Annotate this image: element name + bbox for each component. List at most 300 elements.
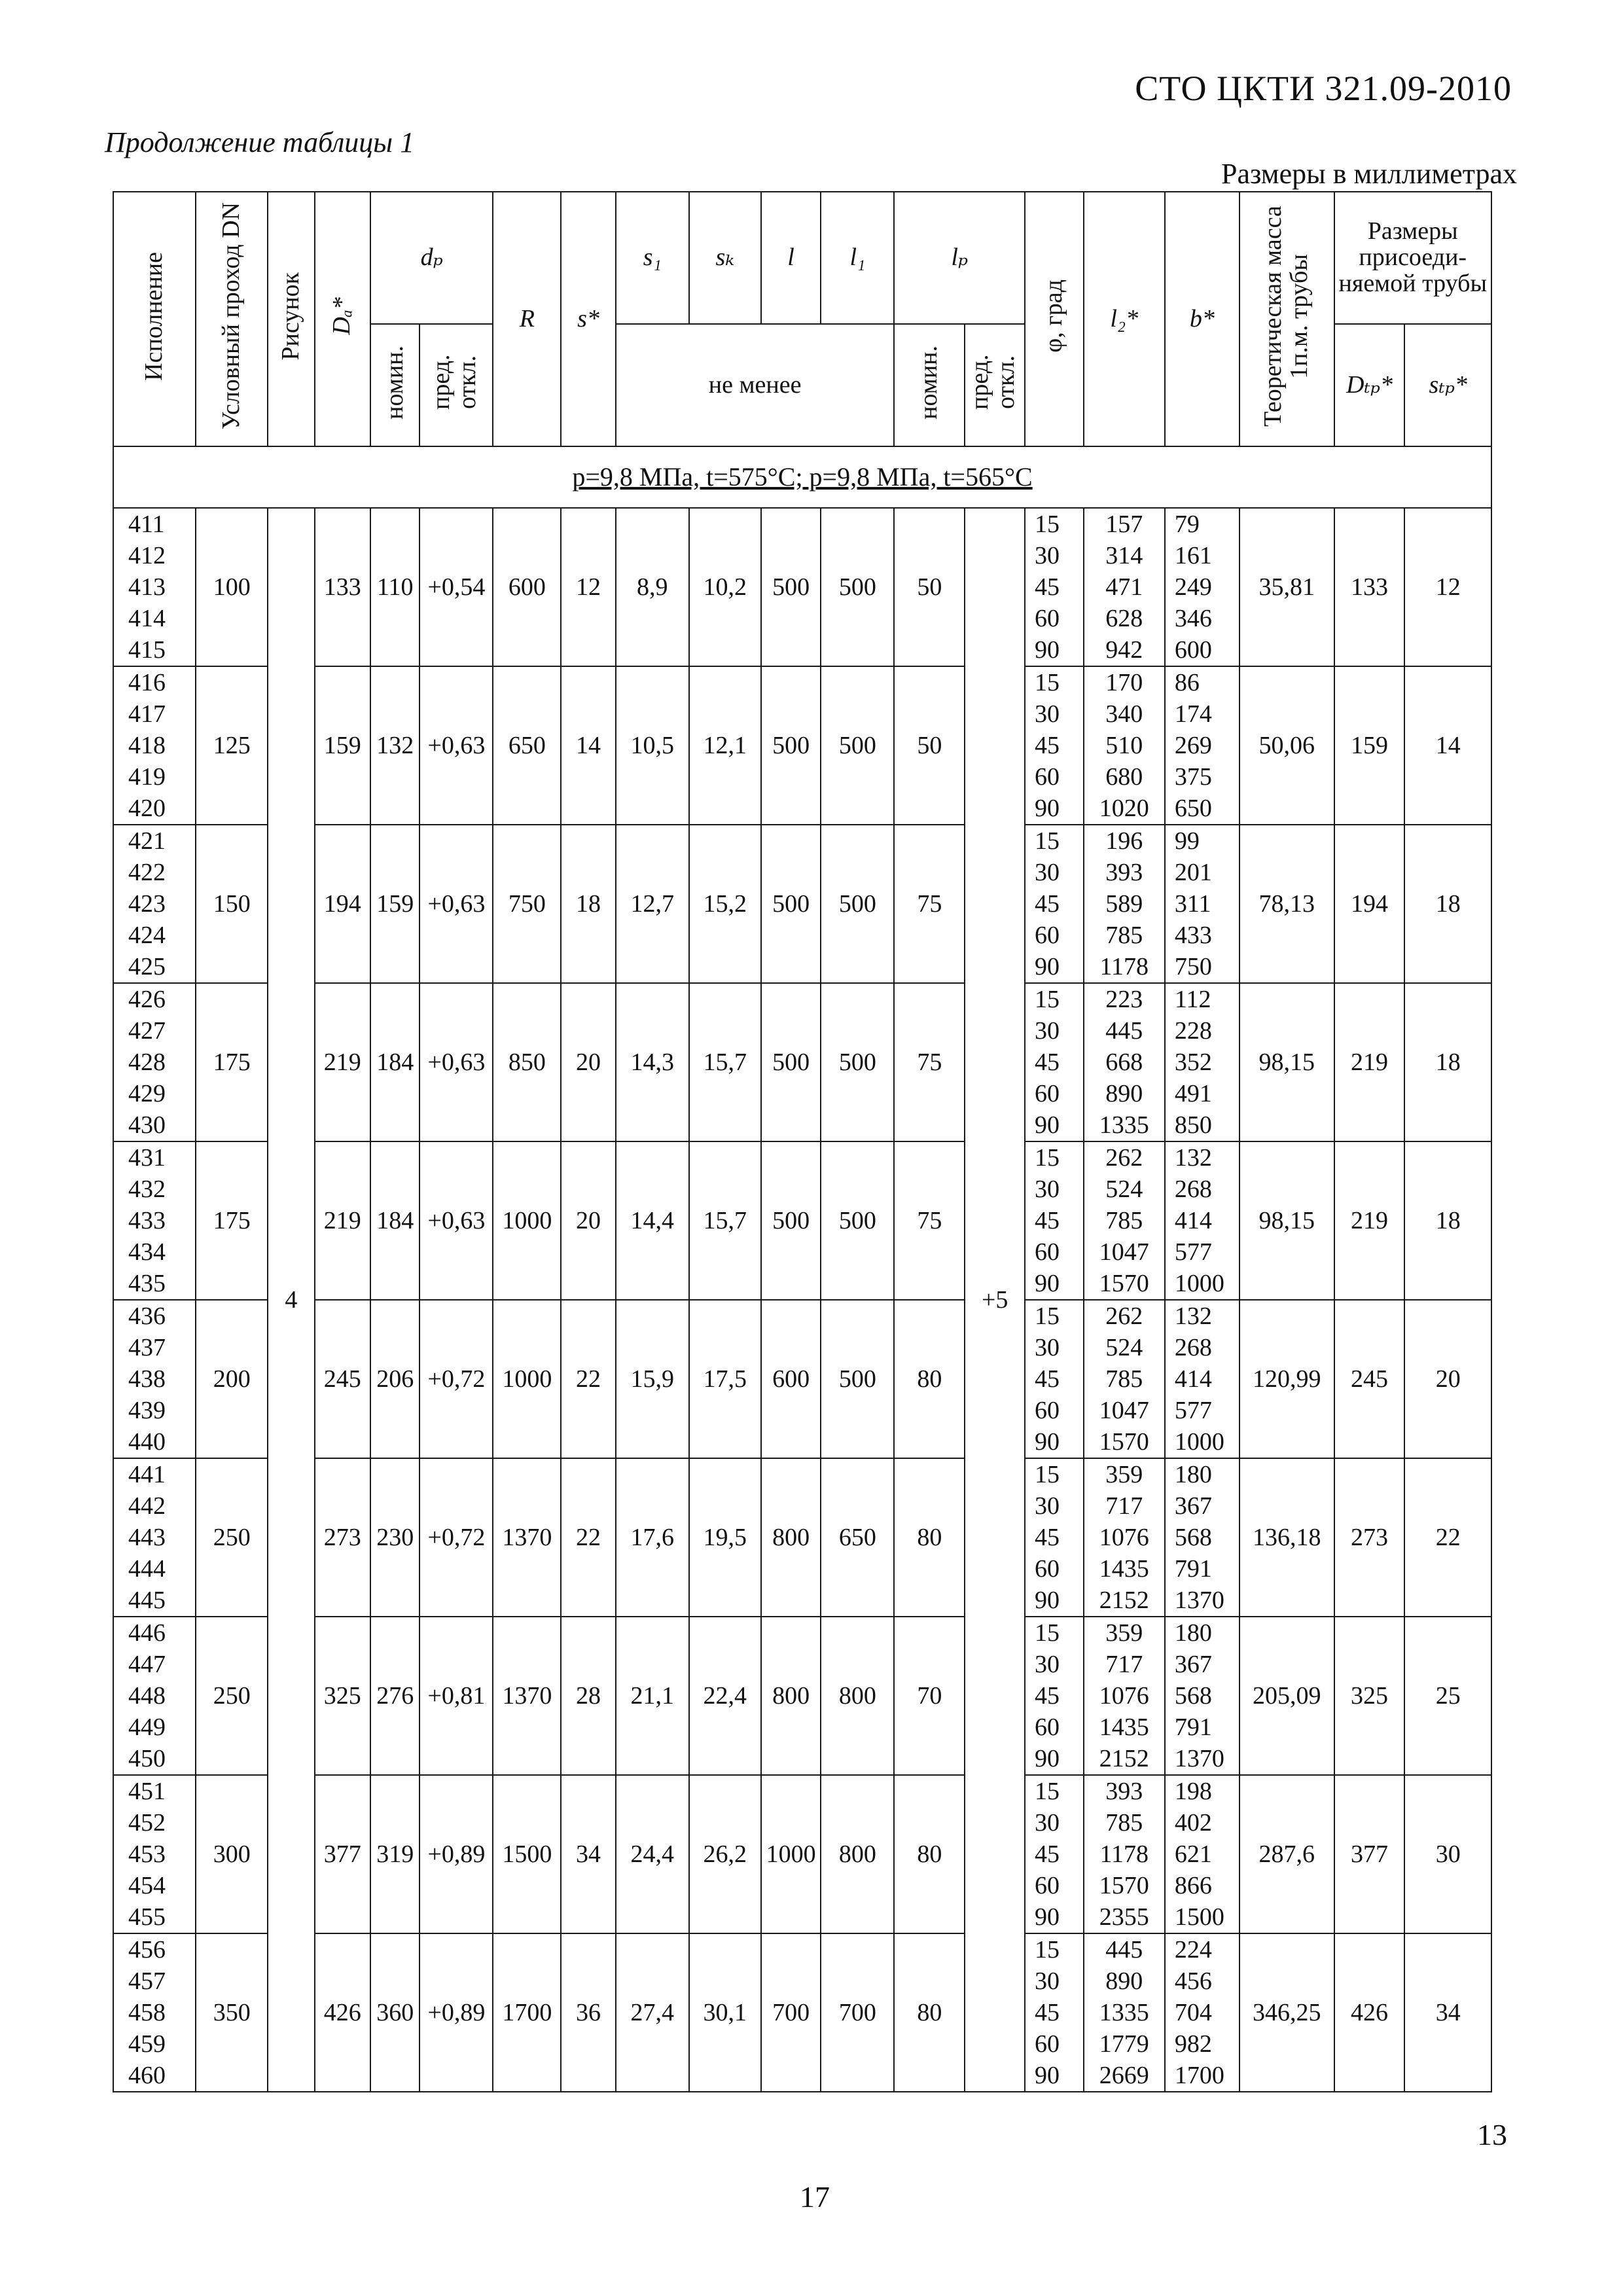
cell-l2: 1779 <box>1084 2028 1165 2060</box>
table-row <box>113 1617 1491 1649</box>
cell-ispolnenie: 459 <box>113 2028 196 2060</box>
cell-phi: 45 <box>1025 1997 1084 2028</box>
cell-b: 1000 <box>1165 1426 1240 1458</box>
operating-conditions: р=9,8 МПа, t=575°C; р=9,8 МПа, t=565°C <box>113 446 1491 508</box>
cell-s1: 24,4 <box>616 1775 689 1933</box>
cell-dp-tol: +0,72 <box>419 1458 493 1617</box>
cell-str: 18 <box>1404 983 1491 1141</box>
cell-b: 491 <box>1165 1078 1240 1109</box>
cell-ispolnenie: 458 <box>113 1997 196 2028</box>
cell-ispolnenie: 457 <box>113 1965 196 1997</box>
cell-phi: 60 <box>1025 603 1084 634</box>
cell-sk: 17,5 <box>689 1300 761 1458</box>
cell-l2: 1047 <box>1084 1236 1165 1268</box>
cell-phi: 45 <box>1025 888 1084 920</box>
cell-l2: 1570 <box>1084 1426 1165 1458</box>
cell-l2: 359 <box>1084 1617 1165 1649</box>
cell-lp-nom: 80 <box>894 1933 965 2092</box>
cell-phi: 60 <box>1025 1870 1084 1901</box>
cell-s1: 10,5 <box>616 666 689 825</box>
cell-l2: 1047 <box>1084 1395 1165 1426</box>
cell-ispolnenie: 444 <box>113 1553 196 1585</box>
cell-dp-nom: 159 <box>370 825 419 983</box>
col-phi: φ, град <box>1025 192 1084 446</box>
cell-l2: 1570 <box>1084 1268 1165 1300</box>
cell-l: 500 <box>761 508 821 666</box>
cell-l2: 717 <box>1084 1649 1165 1680</box>
cell-dp-nom: 360 <box>370 1933 419 2092</box>
cell-ispolnenie: 427 <box>113 1015 196 1047</box>
cell-dn: 300 <box>196 1775 268 1933</box>
cell-l2: 393 <box>1084 857 1165 888</box>
cell-l2: 628 <box>1084 603 1165 634</box>
cell-b: 866 <box>1165 1870 1240 1901</box>
cell-dtr: 159 <box>1334 666 1405 825</box>
cell-l2: 196 <box>1084 825 1165 857</box>
cell-ispolnenie: 412 <box>113 540 196 571</box>
cell-phi: 60 <box>1025 1553 1084 1585</box>
cell-figure: 4 <box>268 508 314 2092</box>
cell-ispolnenie: 451 <box>113 1775 196 1807</box>
cell-l2: 1020 <box>1084 793 1165 825</box>
cell-ispolnenie: 431 <box>113 1141 196 1174</box>
cell-ispolnenie: 446 <box>113 1617 196 1649</box>
cell-b: 174 <box>1165 698 1240 730</box>
cell-b: 704 <box>1165 1997 1240 2028</box>
cell-ispolnenie: 442 <box>113 1490 196 1522</box>
cell-dtr: 426 <box>1334 1933 1405 2092</box>
cell-dp-nom: 110 <box>370 508 419 666</box>
cell-b: 228 <box>1165 1015 1240 1047</box>
col-s1: s₁ <box>616 192 689 324</box>
cell-dp-nom: 184 <box>370 1141 419 1300</box>
cell-phi: 60 <box>1025 920 1084 951</box>
cell-phi: 90 <box>1025 2060 1084 2092</box>
col-l: l <box>761 192 821 324</box>
cell-s1: 8,9 <box>616 508 689 666</box>
cell-l2: 785 <box>1084 1205 1165 1236</box>
cell-sk: 15,7 <box>689 1141 761 1300</box>
cell-mass: 35,81 <box>1240 508 1334 666</box>
table-row <box>113 1141 1491 1174</box>
cell-b: 198 <box>1165 1775 1240 1807</box>
table-row <box>113 1775 1491 1807</box>
cell-s: 22 <box>561 1458 616 1617</box>
cell-l: 500 <box>761 825 821 983</box>
cell-ispolnenie: 419 <box>113 761 196 793</box>
cell-ispolnenie: 437 <box>113 1332 196 1363</box>
cell-b: 414 <box>1165 1205 1240 1236</box>
cell-da: 194 <box>315 825 371 983</box>
cell-l1: 500 <box>821 983 894 1141</box>
cell-sk: 15,7 <box>689 983 761 1141</box>
cell-b: 180 <box>1165 1458 1240 1490</box>
cell-b: 311 <box>1165 888 1240 920</box>
cell-lp-nom: 80 <box>894 1775 965 1933</box>
cell-str: 18 <box>1404 1141 1491 1300</box>
cell-phi: 45 <box>1025 730 1084 761</box>
cell-b: 414 <box>1165 1363 1240 1395</box>
cell-ispolnenie: 447 <box>113 1649 196 1680</box>
cell-dtr: 245 <box>1334 1300 1405 1458</box>
cell-dp-nom: 319 <box>370 1775 419 1933</box>
cell-phi: 30 <box>1025 1649 1084 1680</box>
cell-phi: 45 <box>1025 1680 1084 1712</box>
cell-phi: 90 <box>1025 951 1084 983</box>
cell-lp-nom: 50 <box>894 508 965 666</box>
cell-dp-nom: 132 <box>370 666 419 825</box>
cell-ispolnenie: 428 <box>113 1047 196 1078</box>
cell-l1: 700 <box>821 1933 894 2092</box>
cell-l2: 314 <box>1084 540 1165 571</box>
col-dp-tol: пред. откл. <box>419 324 493 446</box>
cell-l2: 680 <box>1084 761 1165 793</box>
cell-dtr: 273 <box>1334 1458 1405 1617</box>
cell-ispolnenie: 433 <box>113 1205 196 1236</box>
cell-R: 1000 <box>493 1300 561 1458</box>
cell-l2: 524 <box>1084 1332 1165 1363</box>
cell-s1: 14,3 <box>616 983 689 1141</box>
cell-phi: 15 <box>1025 508 1084 540</box>
cell-phi: 30 <box>1025 1490 1084 1522</box>
col-R: R <box>493 192 561 446</box>
col-str: sₜₚ* <box>1404 324 1491 446</box>
cell-l2: 170 <box>1084 666 1165 698</box>
cell-ispolnenie: 416 <box>113 666 196 698</box>
cell-b: 161 <box>1165 540 1240 571</box>
cell-l2: 785 <box>1084 1807 1165 1839</box>
cell-l2: 589 <box>1084 888 1165 920</box>
cell-l2: 223 <box>1084 983 1165 1015</box>
cell-l2: 785 <box>1084 1363 1165 1395</box>
cell-R: 1700 <box>493 1933 561 2092</box>
cell-b: 1700 <box>1165 2060 1240 2092</box>
cell-ispolnenie: 460 <box>113 2060 196 2092</box>
cell-l1: 650 <box>821 1458 894 1617</box>
cell-mass: 78,13 <box>1240 825 1334 983</box>
cell-b: 79 <box>1165 508 1240 540</box>
cell-s: 28 <box>561 1617 616 1775</box>
cell-b: 433 <box>1165 920 1240 951</box>
cell-s: 34 <box>561 1775 616 1933</box>
table-row <box>113 1458 1491 1490</box>
cell-b: 1000 <box>1165 1268 1240 1300</box>
col-not-less: не менее <box>616 324 895 446</box>
cell-dn: 125 <box>196 666 268 825</box>
page-number-right: 13 <box>1477 2118 1507 2151</box>
cell-ispolnenie: 413 <box>113 571 196 603</box>
cell-b: 375 <box>1165 761 1240 793</box>
cell-ispolnenie: 453 <box>113 1839 196 1870</box>
cell-ispolnenie: 456 <box>113 1933 196 1965</box>
cell-l2: 2152 <box>1084 1743 1165 1775</box>
cell-s: 20 <box>561 983 616 1141</box>
cell-ispolnenie: 441 <box>113 1458 196 1490</box>
cell-dp-tol: +0,54 <box>419 508 493 666</box>
col-l2: l₂* <box>1084 192 1165 446</box>
cell-dn: 200 <box>196 1300 268 1458</box>
cell-l1: 800 <box>821 1775 894 1933</box>
col-dp-nom: номин. <box>370 324 419 446</box>
cell-l2: 340 <box>1084 698 1165 730</box>
cell-str: 30 <box>1404 1775 1491 1933</box>
cell-phi: 60 <box>1025 1712 1084 1743</box>
cell-l2: 890 <box>1084 1965 1165 1997</box>
cell-lp-nom: 75 <box>894 983 965 1141</box>
cell-sk: 22,4 <box>689 1617 761 1775</box>
cell-l: 500 <box>761 666 821 825</box>
cell-dtr: 194 <box>1334 825 1405 983</box>
cell-ispolnenie: 426 <box>113 983 196 1015</box>
cell-l2: 2152 <box>1084 1585 1165 1617</box>
cell-phi: 60 <box>1025 761 1084 793</box>
cell-phi: 30 <box>1025 857 1084 888</box>
cell-phi: 45 <box>1025 1047 1084 1078</box>
cell-s1: 15,9 <box>616 1300 689 1458</box>
cell-str: 20 <box>1404 1300 1491 1458</box>
cell-l2: 2669 <box>1084 2060 1165 2092</box>
cell-phi: 30 <box>1025 1965 1084 1997</box>
cell-l2: 262 <box>1084 1300 1165 1332</box>
cell-phi: 60 <box>1025 1395 1084 1426</box>
cell-ispolnenie: 434 <box>113 1236 196 1268</box>
cell-s: 14 <box>561 666 616 825</box>
table-row <box>113 508 1491 540</box>
cell-phi: 90 <box>1025 1585 1084 1617</box>
table-row <box>113 1300 1491 1332</box>
cell-b: 577 <box>1165 1395 1240 1426</box>
cell-b: 568 <box>1165 1680 1240 1712</box>
cell-phi: 60 <box>1025 1078 1084 1109</box>
col-sk: sₖ <box>689 192 761 324</box>
cell-da: 273 <box>315 1458 371 1617</box>
cell-b: 1370 <box>1165 1585 1240 1617</box>
cell-l2: 157 <box>1084 508 1165 540</box>
cell-R: 600 <box>493 508 561 666</box>
cell-da: 325 <box>315 1617 371 1775</box>
cell-l2: 785 <box>1084 920 1165 951</box>
cell-dp-tol: +0,89 <box>419 1933 493 2092</box>
cell-ispolnenie: 430 <box>113 1109 196 1141</box>
cell-mass: 50,06 <box>1240 666 1334 825</box>
cell-b: 99 <box>1165 825 1240 857</box>
cell-R: 1500 <box>493 1775 561 1933</box>
cell-dp-nom: 276 <box>370 1617 419 1775</box>
cell-b: 352 <box>1165 1047 1240 1078</box>
cell-b: 650 <box>1165 793 1240 825</box>
cell-ispolnenie: 420 <box>113 793 196 825</box>
cell-b: 86 <box>1165 666 1240 698</box>
cell-da: 159 <box>315 666 371 825</box>
cell-phi: 45 <box>1025 1839 1084 1870</box>
cell-b: 1370 <box>1165 1743 1240 1775</box>
cell-ispolnenie: 414 <box>113 603 196 634</box>
cell-phi: 90 <box>1025 1109 1084 1141</box>
cell-b: 180 <box>1165 1617 1240 1649</box>
cell-s1: 21,1 <box>616 1617 689 1775</box>
cell-ispolnenie: 454 <box>113 1870 196 1901</box>
cell-ispolnenie: 424 <box>113 920 196 951</box>
cell-R: 650 <box>493 666 561 825</box>
units-note: Размеры в миллиметрах <box>1221 158 1517 190</box>
cell-da: 133 <box>315 508 371 666</box>
cell-phi: 60 <box>1025 1236 1084 1268</box>
cell-dp-tol: +0,89 <box>419 1775 493 1933</box>
cell-s1: 27,4 <box>616 1933 689 2092</box>
cell-l2: 1570 <box>1084 1870 1165 1901</box>
cell-dn: 175 <box>196 983 268 1141</box>
col-da: Dₐ* <box>315 192 371 446</box>
cell-ispolnenie: 443 <box>113 1522 196 1553</box>
cell-b: 224 <box>1165 1933 1240 1965</box>
cell-dn: 250 <box>196 1617 268 1775</box>
cell-ispolnenie: 411 <box>113 508 196 540</box>
cell-phi: 45 <box>1025 1522 1084 1553</box>
cell-mass: 205,09 <box>1240 1617 1334 1775</box>
cell-sk: 26,2 <box>689 1775 761 1933</box>
cell-phi: 15 <box>1025 1141 1084 1174</box>
cell-ispolnenie: 421 <box>113 825 196 857</box>
cell-ispolnenie: 425 <box>113 951 196 983</box>
cell-dn: 350 <box>196 1933 268 2092</box>
col-dn: Условный проход DN <box>196 192 268 446</box>
cell-l: 500 <box>761 1141 821 1300</box>
cell-dtr: 219 <box>1334 1141 1405 1300</box>
cell-phi: 90 <box>1025 793 1084 825</box>
col-lp-tol: пред. откл. <box>965 324 1025 446</box>
col-figure: Рисунок <box>268 192 314 446</box>
cell-s: 22 <box>561 1300 616 1458</box>
cell-phi: 15 <box>1025 983 1084 1015</box>
cell-ispolnenie: 415 <box>113 634 196 666</box>
cell-b: 850 <box>1165 1109 1240 1141</box>
cell-dp-tol: +0,63 <box>419 825 493 983</box>
col-ispolnenie: Исполнение <box>113 192 196 446</box>
cell-s1: 14,4 <box>616 1141 689 1300</box>
cell-ispolnenie: 422 <box>113 857 196 888</box>
cell-l1: 500 <box>821 1141 894 1300</box>
cell-ispolnenie: 435 <box>113 1268 196 1300</box>
cell-b: 249 <box>1165 571 1240 603</box>
cell-phi: 90 <box>1025 1268 1084 1300</box>
cell-dtr: 325 <box>1334 1617 1405 1775</box>
cell-b: 621 <box>1165 1839 1240 1870</box>
col-b: b* <box>1165 192 1240 446</box>
cell-l2: 359 <box>1084 1458 1165 1490</box>
cell-phi: 30 <box>1025 698 1084 730</box>
cell-l2: 1435 <box>1084 1712 1165 1743</box>
cell-l: 1000 <box>761 1775 821 1933</box>
cell-da: 219 <box>315 983 371 1141</box>
cell-mass: 136,18 <box>1240 1458 1334 1617</box>
cell-phi: 30 <box>1025 1332 1084 1363</box>
cell-R: 850 <box>493 983 561 1141</box>
cell-R: 1000 <box>493 1141 561 1300</box>
cell-b: 577 <box>1165 1236 1240 1268</box>
cell-da: 426 <box>315 1933 371 2092</box>
cell-mass: 98,15 <box>1240 983 1334 1141</box>
spec-table <box>113 191 1492 2092</box>
col-mass: Теоретическая масса 1п.м. трубы <box>1240 192 1334 446</box>
cell-l1: 500 <box>821 1300 894 1458</box>
cell-phi: 45 <box>1025 571 1084 603</box>
cell-l: 500 <box>761 983 821 1141</box>
cell-ispolnenie: 455 <box>113 1901 196 1933</box>
cell-b: 367 <box>1165 1649 1240 1680</box>
cell-dp-nom: 206 <box>370 1300 419 1458</box>
cell-dp-tol: +0,63 <box>419 1141 493 1300</box>
cell-ispolnenie: 450 <box>113 1743 196 1775</box>
cell-ispolnenie: 449 <box>113 1712 196 1743</box>
cell-l2: 445 <box>1084 1933 1165 1965</box>
cell-l2: 1435 <box>1084 1553 1165 1585</box>
cell-l2: 942 <box>1084 634 1165 666</box>
cell-b: 132 <box>1165 1141 1240 1174</box>
cell-dp-tol: +0,72 <box>419 1300 493 1458</box>
cell-s1: 12,7 <box>616 825 689 983</box>
cell-l2: 393 <box>1084 1775 1165 1807</box>
col-lp-nom: номин. <box>894 324 965 446</box>
page-number-bottom: 17 <box>800 2180 830 2214</box>
cell-l2: 1076 <box>1084 1680 1165 1712</box>
cell-dp-tol: +0,63 <box>419 983 493 1141</box>
cell-ispolnenie: 436 <box>113 1300 196 1332</box>
cell-str: 22 <box>1404 1458 1491 1617</box>
cell-str: 25 <box>1404 1617 1491 1775</box>
cell-b: 750 <box>1165 951 1240 983</box>
cell-b: 346 <box>1165 603 1240 634</box>
cell-phi: 90 <box>1025 1901 1084 1933</box>
cell-b: 1500 <box>1165 1901 1240 1933</box>
cell-b: 201 <box>1165 857 1240 888</box>
cell-l2: 510 <box>1084 730 1165 761</box>
cell-dn: 250 <box>196 1458 268 1617</box>
cell-phi: 15 <box>1025 1933 1084 1965</box>
cell-l: 800 <box>761 1617 821 1775</box>
cell-phi: 30 <box>1025 540 1084 571</box>
cell-ispolnenie: 445 <box>113 1585 196 1617</box>
cell-ispolnenie: 452 <box>113 1807 196 1839</box>
table-row <box>113 1933 1491 1965</box>
cell-l1: 500 <box>821 508 894 666</box>
cell-lp-nom: 70 <box>894 1617 965 1775</box>
cell-l: 800 <box>761 1458 821 1617</box>
cell-dn: 150 <box>196 825 268 983</box>
cell-dtr: 219 <box>1334 983 1405 1141</box>
cell-phi: 90 <box>1025 634 1084 666</box>
cell-lp-nom: 80 <box>894 1300 965 1458</box>
cell-l2: 1076 <box>1084 1522 1165 1553</box>
cell-phi: 15 <box>1025 1617 1084 1649</box>
cell-phi: 15 <box>1025 666 1084 698</box>
cell-lp-nom: 75 <box>894 825 965 983</box>
cell-l2: 1178 <box>1084 1839 1165 1870</box>
cell-s: 36 <box>561 1933 616 2092</box>
cell-R: 1370 <box>493 1458 561 1617</box>
cell-l2: 717 <box>1084 1490 1165 1522</box>
cell-l2: 1335 <box>1084 1997 1165 2028</box>
cell-sk: 10,2 <box>689 508 761 666</box>
cell-ispolnenie: 439 <box>113 1395 196 1426</box>
cell-sk: 19,5 <box>689 1458 761 1617</box>
cell-R: 750 <box>493 825 561 983</box>
cell-ispolnenie: 432 <box>113 1174 196 1205</box>
col-pipe-group: Размеры присоеди-няемой трубы <box>1334 192 1492 324</box>
cell-ispolnenie: 448 <box>113 1680 196 1712</box>
cell-b: 112 <box>1165 983 1240 1015</box>
cell-phi: 15 <box>1025 825 1084 857</box>
cell-b: 568 <box>1165 1522 1240 1553</box>
